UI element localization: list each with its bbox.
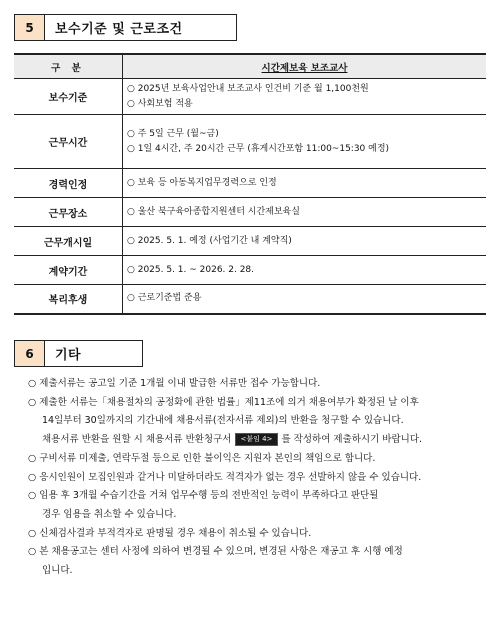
note-text: 채용서류 반환을 원할 시 채용서류 반환청구서 [42,434,232,446]
table-row [14,169,486,198]
row-line: ○ 사회보험 적용 [127,98,193,109]
note-item: ○ 응시인원이 모집인원과 같거나 미달하더라도 적격자가 없는 경우 선발하지 않을 수 있습니다. [28,471,422,483]
note-item: ○ 구비서류 미제출, 연락두절 등으로 인한 불이익은 지원자 본인의 책임으로 합니다. [28,452,376,464]
row-line: ○ 2025년 보육사업안내 보조교사 인건비 기준 월 1,100천원 [127,83,369,94]
note-item: ○ 제출한 서류는「채용절차의 공정화에 관한 법률」제11조에 의거 채용여부가 확정된 날 이후 [28,396,419,408]
table-header-position [123,54,487,79]
table-header-row [14,54,486,79]
row-label-hours: 근무시간 [14,115,123,169]
row-line: ○ 2025. 5. 1. ~ 2026. 2. 28. [127,264,255,275]
section-6-header [14,340,143,367]
note-item: ○ 임용 후 3개월 수습기간을 거쳐 업무수행 등의 전반적인 능력이 부족하다고 판단될 [28,490,379,502]
row-value-salary [123,79,487,115]
note-item: ○ 제출서류는 공고일 기준 1개월 이내 발급한 서류만 접수 가능합니다. [28,378,321,389]
table-row [14,227,486,256]
table-row [14,285,486,314]
note-item-continued [28,431,492,450]
row-label-benefits: 복리후생 [14,285,123,314]
section-5-number: 5 [14,14,44,41]
row-line: ○ 보육 등 아동복지업무경력으로 인정 [127,177,277,188]
section-5-title: 보수기준 및 근로조건 [44,14,237,41]
note-item-continued: 경우 임용을 취소할 수 있습니다. [42,508,177,520]
row-value-location [123,198,487,227]
notes-list [28,375,492,581]
row-value-benefits [123,285,487,314]
row-label-start-date: 근무개시일 [14,227,123,256]
section-5-header [14,14,237,41]
row-value-contract-period [123,256,487,285]
note-item: ○ 신체검사결과 부적격자로 판명될 경우 채용이 취소될 수 있습니다. [28,527,312,539]
table-row [14,198,486,227]
row-line: ○ 2025. 5. 1. 예정 (사업기간 내 계약직) [127,235,292,246]
row-line: ○ 1일 4시간, 주 20시간 근무 (휴게시간포함 11:00~15:30 예정) [127,143,390,154]
table-header-category: 구 분 [14,54,123,79]
row-value-start-date [123,227,487,256]
attachment-badge: <붙임 4> [235,433,279,446]
row-line: ○ 주 5일 근무 (월~금) [127,128,219,139]
table-row [14,115,486,169]
table-row [14,79,486,115]
row-line: ○ 울산 북구육아종합지원센터 시간제보육실 [127,206,300,217]
row-value-hours [123,115,487,169]
table-row [14,256,486,285]
row-label-contract-period: 계약기간 [14,256,123,285]
row-label-location: 근무장소 [14,198,123,227]
row-line: ○ 근로기준법 준용 [127,293,202,304]
note-item: ○ 본 채용공고는 센터 사정에 의하여 변경될 수 있으며, 변경된 사항은 재공고 후 시행 예정 [28,546,403,558]
table-header-position-text: 시간제보육 보조교사 [261,62,348,74]
conditions-table [14,53,486,315]
note-item-continued: 14일부터 30일까지의 기간내에 채용서류(전자서류 제외)의 반환을 청구할 수 있습니다. [42,415,404,427]
section-6-title: 기타 [44,340,143,367]
row-value-career [123,169,487,198]
note-text: 를 작성하여 제출하시기 바랍니다. [281,434,423,446]
row-label-salary: 보수기준 [14,79,123,115]
note-item-continued: 입니다. [42,565,73,577]
section-6-number: 6 [14,340,44,367]
row-label-career: 경력인정 [14,169,123,198]
